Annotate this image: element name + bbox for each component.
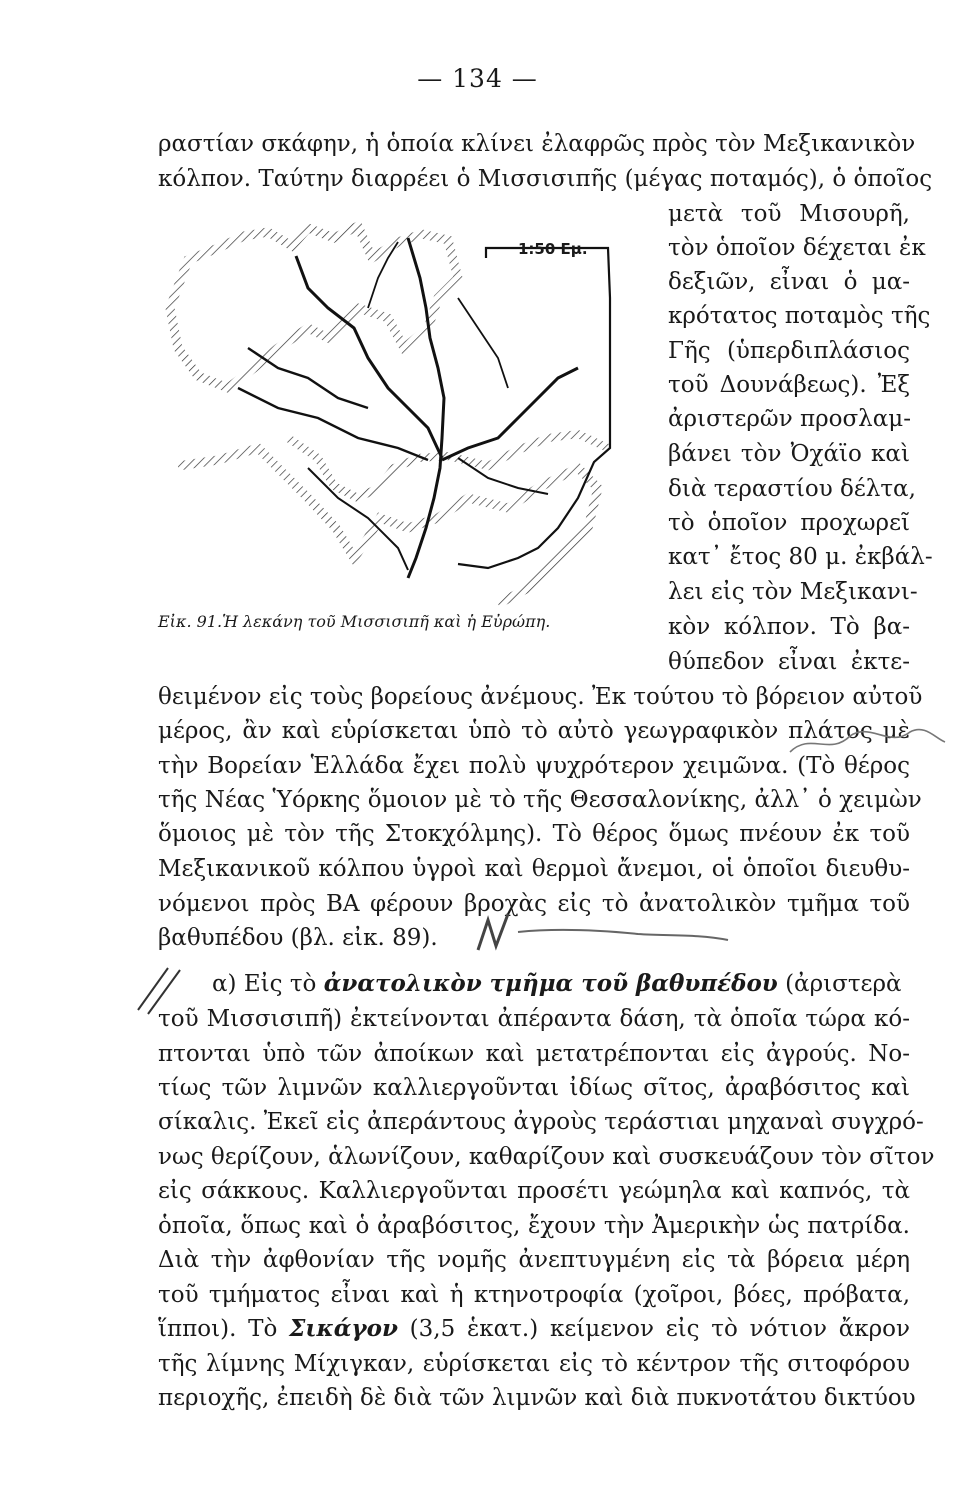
text-line: δεξιῶν, εἶναι ὁ μα- [668, 269, 910, 295]
para-bold: ἀνατολικὸν τμῆμα τοῦ βαθυπέδου [323, 970, 778, 997]
para-prefix: α) Εἰς τὸ [212, 971, 324, 997]
tributary [458, 298, 508, 388]
text-line: βάνει τὸν Ὀχάϊο καὶ [668, 441, 910, 467]
europe-peninsula [288, 434, 608, 498]
text-line: Γῆς (ὑπερδιπλάσιος [668, 338, 910, 364]
ohio-river [442, 368, 578, 460]
figure-caption: Εἰκ. 91.Ἡ λεκάνη τοῦ Μισσισιπῆ καὶ ἡ Εὐρώπη. [158, 612, 551, 631]
chicago-bold: Σικάγον [289, 1315, 398, 1342]
para-suffix: (ἀριστερὰ [777, 971, 902, 997]
text-line: διὰ τεραστίου δέλτα, [668, 476, 916, 502]
text-line: κατ᾽ ἔτος 80 μ. ἐκβάλ- [668, 544, 933, 570]
page-number: — 134 — [417, 64, 538, 93]
map-drawing [158, 198, 636, 614]
text-line: θύπεδον εἶναι ἐκτε- [668, 649, 910, 675]
text-line: τοῦ Δουνάβεως). Ἐξ [668, 372, 910, 398]
scale-label: 1:50 Εμ. [518, 240, 588, 258]
text-line: Διὰ τὴν ἀφθονίαν τῆς νομῆς ἀνεπτυγμένη εἰς τὰ βόρεια μέρη [158, 1247, 910, 1273]
missouri-river [296, 256, 442, 458]
text-line: κόλπον. Ταύτην διαρρέει ὁ Μισσισιπῆς (μέγας ποταμός), ὁ ὁποῖος [158, 166, 933, 192]
chicago-line [158, 1315, 910, 1343]
text-line: θειμένον εἰς τοὺς βορείους ἀνέμους. Ἐκ τούτου τὸ βόρειον αὐτοῦ [158, 684, 923, 710]
text-line: κὸν κόλπον. Τὸ βα- [668, 614, 910, 640]
text-line: Μεξικανικοῦ κόλπου ὑγροὶ καὶ θερμοὶ ἄνεμοι, οἱ ὁποῖοι διευθυ- [158, 856, 910, 882]
text-line: τῆς Νέας Ὑόρκης ὅμοιον μὲ τὸ τῆς Θεσσαλονίκης, ἀλλ᾽ ὁ χειμὼν [158, 787, 922, 813]
text-line: τοῦ τμήματος εἶναι καὶ ἡ κτηνοτροφία (χοῖροι, βόες, πρόβατα, [158, 1282, 910, 1308]
text-line: ραστίαν σκάφην, ἡ ὁποία κλίνει ἐλαφρῶς πρὸς τὸν Μεξικανικὸν [158, 131, 916, 157]
text-line: πτονται ὑπὸ τῶν ἀποίκων καὶ μετατρέπονται εἰς ἀγρούς. Νο- [158, 1041, 910, 1067]
text-line: τὸν ὁποῖον δέχεται ἐκ [668, 235, 926, 261]
text-line: βαθυπέδου (βλ. εἰκ. 89). [158, 925, 438, 951]
text-line: λει εἰς τὸν Μεξικανι- [668, 579, 918, 605]
text-line: τὸ ὁποῖον προχωρεῖ [668, 510, 910, 536]
text-line: μέρος, ἂν καὶ εὑρίσκεται ὑπὸ τὸ αὐτὸ γεωγραφικὸν πλάτος μὲ [158, 718, 910, 744]
text-line: τοῦ Μισσισιπῆ) ἐκτείνονται ἀπέραντα δάση, τὰ ὁποῖα τώρα κό- [158, 1006, 910, 1032]
chicago-prefix: ἵπποι). Τὸ [158, 1316, 290, 1342]
pencil-mark [448, 900, 748, 960]
text-line: τῆς λίμνης Μίχιγκαν, εὑρίσκεται εἰς τὸ κέντρον τῆς σιτοφόρου [158, 1351, 910, 1377]
text-line: ὅμοιος μὲ τὸν τῆς Στοκχόλμης). Τὸ θέρος ὅμως πνέουν ἐκ τοῦ [158, 821, 910, 847]
text-line: περιοχῆς, ἐπειδὴ δὲ διὰ τῶν λιμνῶν καὶ διὰ πυκνοτάτου δικτύου [158, 1385, 916, 1411]
chicago-suffix: (3,5 ἑκατ.) κείμενον εἰς τὸ νότιον ἄκρον [397, 1316, 910, 1342]
text-line: ὁποῖα, ὅπως καὶ ὁ ἀραβόσιτος, ἔχουν τὴν Ἀμερικὴν ὡς πατρίδα. [158, 1213, 910, 1239]
text-line: σίκαλις. Ἐκεῖ εἰς ἀπεράντους ἀγροὺς τεράστιαι μηχαναὶ συγχρό- [158, 1109, 924, 1135]
text-line: μετὰ τοῦ Μισουρῆ, [668, 201, 910, 227]
text-line: ἀριστερῶν προσλαμ- [668, 406, 911, 432]
text-line: τὴν Βορείαν Ἑλλάδα ἔχει πολὺ ψυχρότερον χειμῶνα. (Τὸ θέρος [158, 753, 910, 779]
text-line: νόμενοι πρὸς ΒΑ φέρουν βροχὰς εἰς τὸ ἀνατολικὸν τμῆμα τοῦ [158, 891, 910, 917]
text-line: εἰς σάκκους. Καλλιεργοῦνται προσέτι γεώμηλα καὶ καπνός, τὰ [158, 1178, 910, 1204]
paragraph-a-heading [212, 970, 910, 998]
pencil-scribble [780, 712, 950, 772]
text-line: τίως τῶν λιμνῶν καλλιεργοῦνται ἰδίως σῖτος, ἀραβόσιτος καὶ [158, 1075, 910, 1101]
map-figure [158, 198, 636, 614]
text-line: κρότατος ποταμὸς τῆς [668, 303, 931, 329]
europe-coast [170, 226, 458, 388]
text-line: νως θερίζουν, ἁλωνίζουν, καθαρίζουν καὶ συσκευάζουν τὸν σῖτον [158, 1144, 935, 1170]
